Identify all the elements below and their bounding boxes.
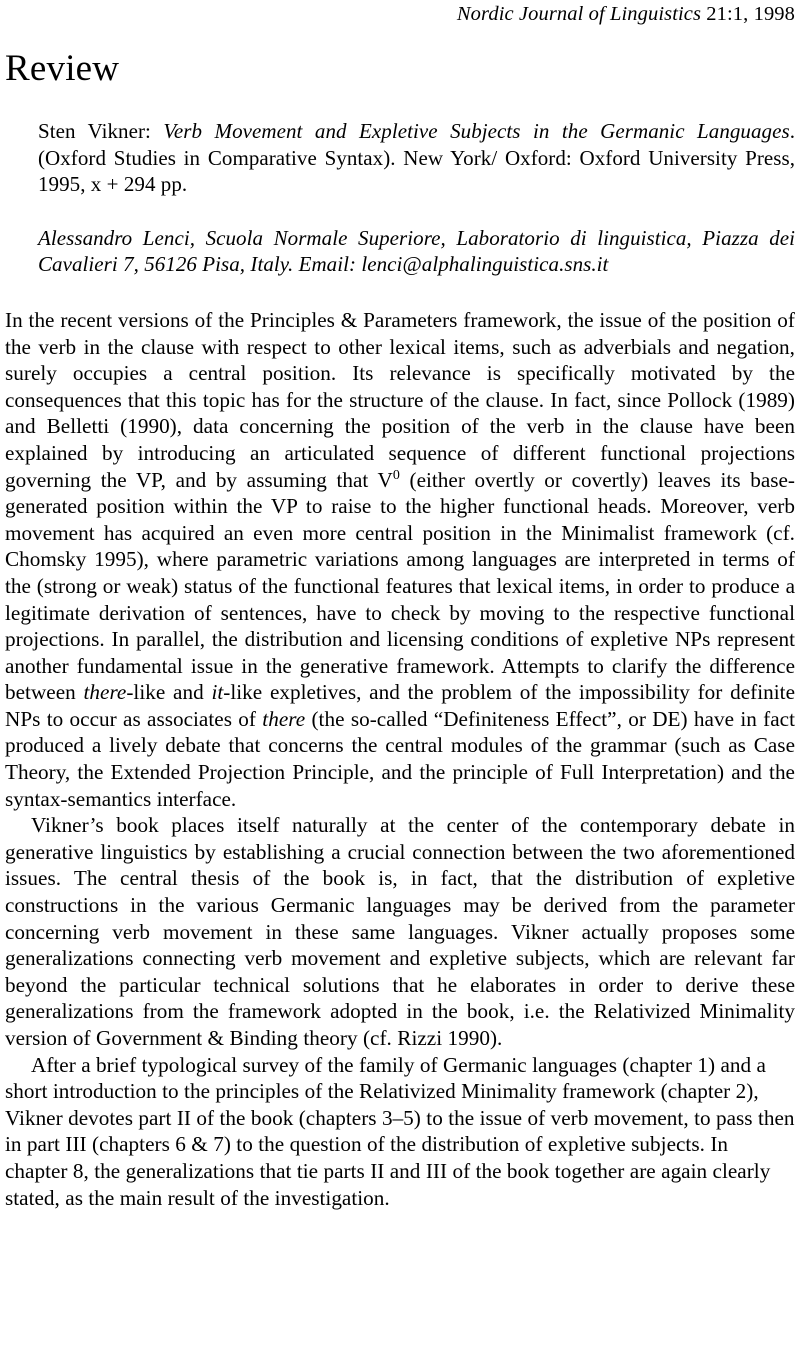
italic-term-it: it	[211, 680, 224, 705]
paragraph-1-segment-5: (the so-called “Definiteness Effect”, or DE) have in fact produced a lively debate that concerns the central modules of the grammar (such as Case Theory, the Extended Projection Principle, and the principle of Full Interpretation) and the syntax-semantics interface.	[5, 706, 795, 811]
citation-book-title: Verb Movement and Expletive Subjects in the Germanic Languages	[163, 119, 790, 143]
page-title: Review	[5, 48, 120, 89]
paragraph-1-segment-1: In the recent versions of the Principles & Parameters framework, the issue of the position of the verb in the clause with respect to other lexical items, such as adverbials and negation, surely occupies a central position. Its relevance is specifically motivated by the consequences that this topic has for the structure of the clause. In fact, since Pollock (1989) and Belletti (1990), data concerning the position of the verb in the clause have been explained by introducing an articulated sequence of different functional projections governing the VP, and by assuming that V	[5, 307, 795, 492]
v-zero-superscript: 0	[392, 467, 400, 483]
reviewer-affiliation: Alessandro Lenci, Scuola Normale Superiore, Laboratorio di linguistica, Piazza dei Cavalieri 7, 56126 Pisa, Italy. Email: lenci@alphalinguistica.sns.it	[38, 225, 795, 277]
body-paragraph-2: Vikner’s book places itself naturally at the center of the contemporary debate in generative linguistics by establishing a crucial connection between the two aforementioned issues. The central thesis of the book is, in fact, that the distribution of expletive constructions in the various Germanic languages may be derived from the parameter concerning verb movement in these same languages. Vikner actually proposes some generalizations connecting verb movement and expletive subjects, which are relevant far beyond the particular technical solutions that he elaborates in order to derive these generalizations from the framework adopted in the book, i.e. the Relativized Minimality version of Government & Binding theory (cf. Rizzi 1990).	[5, 813, 795, 1050]
issue-number: 21:1, 1998	[701, 3, 795, 25]
italic-term-there-1: there	[83, 680, 127, 705]
paragraph-1-segment-2: (either overtly or covertly) leaves its base-generated position within the VP to raise to the higher functional heads. Moreover, verb movement has acquired an even more central position in the Minimalist framework (cf. Chomsky 1995), where parametric variations among languages are interpreted in terms of the (strong or weak) status of the functional features that lexical items, in order to produce a legitimate derivation of sentences, have to check by moving to the respective functional projections. In parallel, the distribution and licensing conditions of expletive NPs represent another fundamental issue in the generative framework. Attempts to clarify the difference between	[5, 467, 796, 705]
citation-publication-details: . (Oxford Studies in Comparative Syntax). New York/ Oxford: Oxford University Press, 1995, x + 294 pp.	[38, 119, 795, 197]
book-citation	[38, 118, 795, 198]
review-body	[5, 307, 795, 1211]
journal-title: Nordic Journal of Linguistics	[456, 3, 702, 25]
body-paragraph-3: After a brief typological survey of the family of Germanic languages (chapter 1) and a short introduction to the principles of the Relativized Minimality framework (chapter 2), Vikner devotes part II of the book (chapters 3–5) to the issue of verb movement, to pass then in part III (chapters 6 & 7) to the question of the distribution of expletive subjects. In chapter 8, the generalizations that tie parts II and III of the book together are again clearly stated, as the main result of the investigation.	[5, 1052, 795, 1210]
italic-term-there-2: there	[262, 706, 306, 731]
body-paragraph-1	[5, 307, 795, 812]
paragraph-1-segment-3: -like and	[126, 680, 212, 705]
paragraph-1-segment-4: -like expletives, and the problem of the impossibility for definite NPs to occur as associates of	[5, 680, 795, 731]
running-head	[5, 0, 795, 26]
citation-author: Sten Vikner:	[38, 119, 164, 143]
